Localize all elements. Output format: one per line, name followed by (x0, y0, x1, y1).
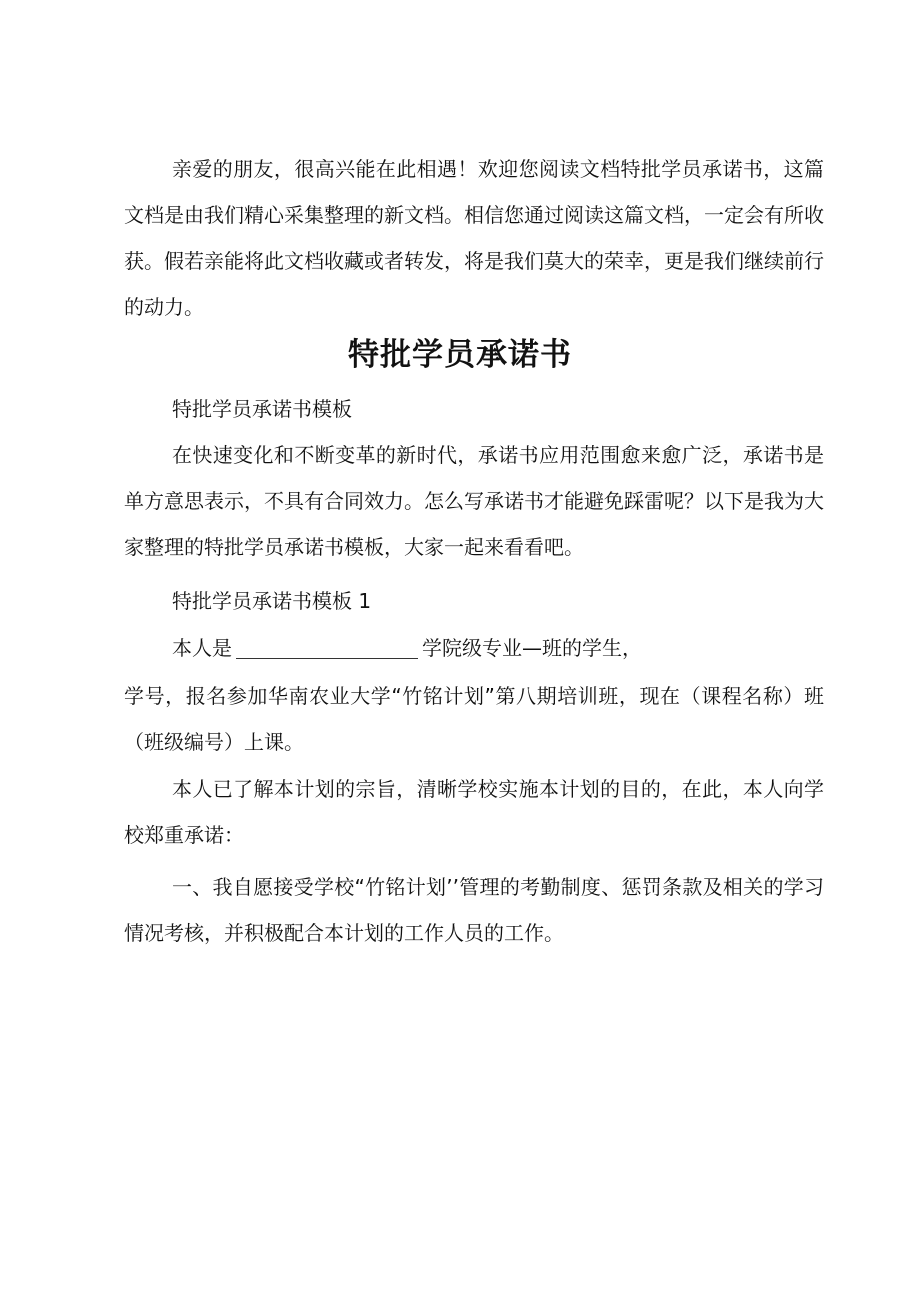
student-line (172, 632, 642, 664)
commitment-intro: 本人已了解本计划的宗旨，清晰学校实施本计划的目的，在此，本人向学校郑重承诺： (124, 777, 824, 847)
student-line-prefix: 本人是 (172, 636, 232, 660)
student-paragraph: 学号，报名参加华南农业大学“竹铭计划”第八期培训班，现在（课程名称）班（班级编号）上课。 (124, 684, 824, 754)
commitment-item-1: 一、我自愿接受学校“竹铭计划’’管理的考勤制度、惩罚条款及相关的学习情况考核，并积极配合本计划的工作人员的工作。 (124, 875, 824, 945)
intro-paragraph: 亲爱的朋友，很高兴能在此相遇！欢迎您阅读文档特批学员承诺书，这篇文档是由我们精心采集整理的新文档。相信您通过阅读这篇文档，一定会有所收获。假若亲能将此文档收藏或者转发，将是我们莫大的荣幸，更是我们继续前行的动力。 (124, 157, 824, 319)
lead-paragraph: 在快速变化和不断变革的新时代，承诺书应用范围愈来愈广泛，承诺书是单方意思表示，不具有合同效力。怎么写承诺书才能避免踩雷呢？以下是我为大家整理的特批学员承诺书模板，大家一起来看看吧。 (124, 443, 824, 559)
template-subtitle: 特批学员承诺书模板 (172, 397, 352, 421)
template-heading: 特批学员承诺书模板 1 (172, 589, 372, 613)
page-title: 特批学员承诺书 (348, 337, 572, 373)
blank-underline (236, 636, 418, 659)
student-line-suffix: 学院级专业—班的学生， (422, 636, 642, 660)
